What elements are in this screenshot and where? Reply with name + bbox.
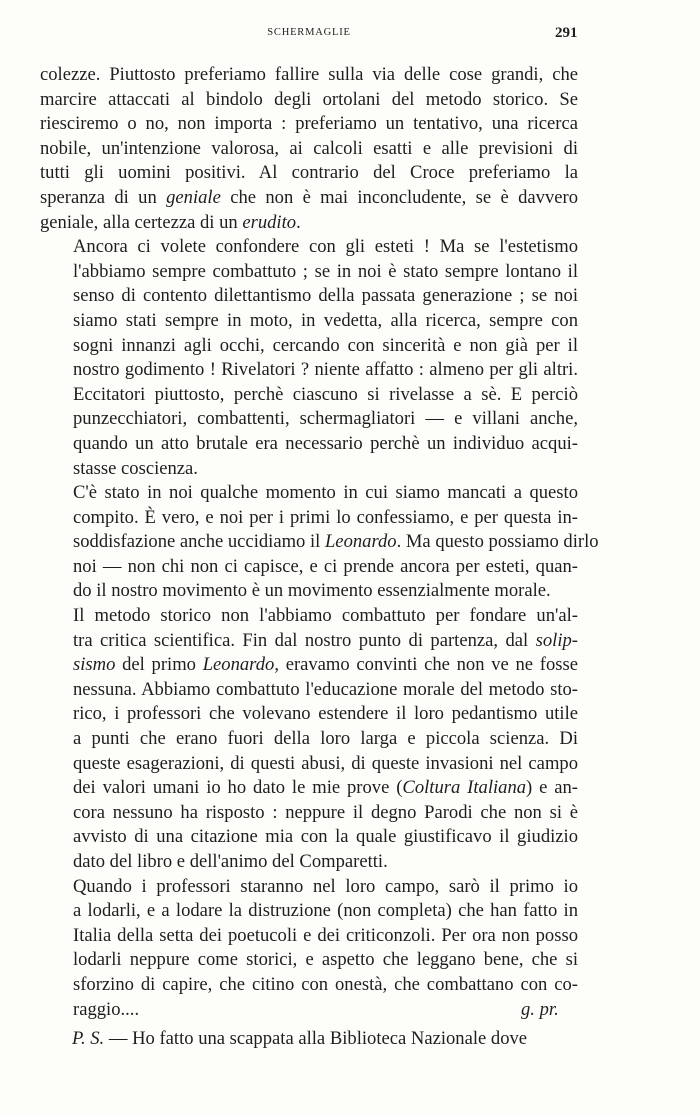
postscript: [72, 1027, 578, 1052]
italic-term: Leonardo: [202, 654, 275, 676]
paragraph: [40, 481, 599, 604]
text-line: geniale, alla certezza di un erudito.: [40, 211, 301, 233]
text-line: dei valori umani io ho dato le mie prove (Coltura Italiana) e an-: [73, 777, 579, 799]
text-line: sogni innanzi agli occhi, cercando con sincerità e non già per il: [73, 334, 578, 356]
text-line: nessuna. Abbiamo combattuto l'educazione morale del metodo sto-: [73, 678, 578, 700]
text-line: speranza di un geniale che non è mai inconcludente, se è davvero: [40, 186, 578, 208]
text-line: sismo del primo Leonardo, eravamo convinti che non ve ne fosse: [73, 654, 578, 676]
running-title: SCHERMAGLIE: [267, 27, 351, 38]
text-line: queste esagerazioni, di questi abusi, di queste invasioni nel campo: [73, 752, 578, 774]
text-line: cora nessuno ha risposto : neppure il degno Parodi che non si è: [73, 801, 578, 823]
text-line: Italia della setta dei poetucoli e dei criticonzoli. Per ora non posso: [73, 924, 578, 946]
paragraph: [40, 63, 578, 235]
text-line: lodarli neppure come storici, e aspetto che leggano bene, che si: [73, 949, 578, 971]
signature: g. pr.: [521, 998, 559, 1020]
paragraph: [40, 235, 578, 481]
text-line: tra critica scientifica. Fin dal nostro punto di partenza, dal solip-: [73, 629, 578, 651]
page-number: 291: [555, 25, 578, 41]
text-line: compito. È vero, e noi per i primi lo confessiamo, e per questa in-: [73, 506, 578, 528]
text-line: l'abbiamo sempre combattuto ; se in noi è stato sempre lontano il: [73, 260, 578, 282]
italic-term: solip-: [535, 629, 578, 651]
postscript-label: P. S.: [72, 1028, 105, 1049]
text-line: noi — non chi non ci capisce, e ci prende ancora per esteti, quan-: [73, 555, 578, 577]
text-line: marcire attaccati al bindolo degli ortolani del metodo storico. Se: [40, 88, 578, 110]
text-line: raggio.... g. pr.: [40, 998, 578, 1023]
text-line: Quando i professori staranno nel loro campo, sarò il primo io: [73, 875, 578, 897]
text-line: Ancora ci volete confondere con gli esteti ! Ma se l'estetismo: [73, 236, 578, 258]
text-line: nobile, un'intenzione valorosa, ai calcoli esatti e alle previsioni di: [40, 137, 578, 159]
text-line: nostro godimento ! Rivelatori ? niente affatto : almeno per gli altri.: [73, 359, 578, 381]
text-line: rico, i professori che volevano estendere il loro pedantismo utile: [73, 703, 578, 725]
italic-term: erudito: [242, 211, 297, 233]
text-line: do il nostro movimento è un movimento essenzialmente morale.: [73, 580, 551, 602]
text-line: punzecchiatori, combattenti, schermagliatori — e villani anche,: [73, 408, 578, 430]
text-line: quando un atto brutale era necessario perchè un individuo acqui-: [73, 432, 578, 454]
text-line: Il metodo storico non l'abbiamo combattuto per fondare un'al-: [73, 605, 578, 627]
paragraph: [40, 875, 578, 1023]
text-line: Eccitatori piuttosto, perchè ciascuno si rivelasse a sè. E perciò: [73, 383, 578, 405]
text-line: dato del libro e dell'animo del Comparetti.: [73, 851, 388, 872]
postscript-text: — Ho fatto una scappata alla Biblioteca Nazionale dove: [104, 1028, 528, 1049]
text-line: stasse coscienza.: [73, 457, 198, 479]
italic-term: Leonardo: [324, 531, 397, 553]
text-line: soddisfazione anche uccidiamo il Leonardo. Ma questo possiamo dirlo: [73, 531, 599, 553]
text-line: senso di contento dilettantismo della passata generazione ; se noi: [73, 285, 578, 307]
text-line: tutti gli uomini positivi. Al contrario del Croce preferiamo la: [40, 162, 578, 184]
text-line: C'è stato in noi qualche momento in cui siamo mancati a questo: [73, 482, 578, 504]
text-line: riesciremo o no, non importa : preferiamo un tentativo, una ricerca: [40, 113, 578, 135]
italic-term: geniale: [166, 186, 221, 208]
italic-term: sismo: [73, 654, 116, 676]
italic-term: Coltura Italiana: [402, 777, 527, 799]
body-text: [40, 63, 599, 1022]
text-line: sforzino di capire, che citino con onestà, che combattano con co-: [73, 973, 578, 995]
text-line: colezze. Piuttosto preferiamo fallire sulla via delle cose grandi, che: [40, 64, 578, 85]
text-line: avvisto di una citazione mia con la quale giustificavo il giudizio: [73, 826, 578, 848]
text-line: a lodarli, e a lodare la distruzione (non completa) che han fatto in: [73, 900, 578, 922]
paragraph: [40, 604, 578, 875]
text-line: siamo stati sempre in moto, in vedetta, alla ricerca, sempre con: [73, 309, 578, 331]
running-head: [0, 25, 700, 41]
text-line: a punti che erano fuori della loro larga e piccola scienza. Di: [73, 728, 578, 750]
